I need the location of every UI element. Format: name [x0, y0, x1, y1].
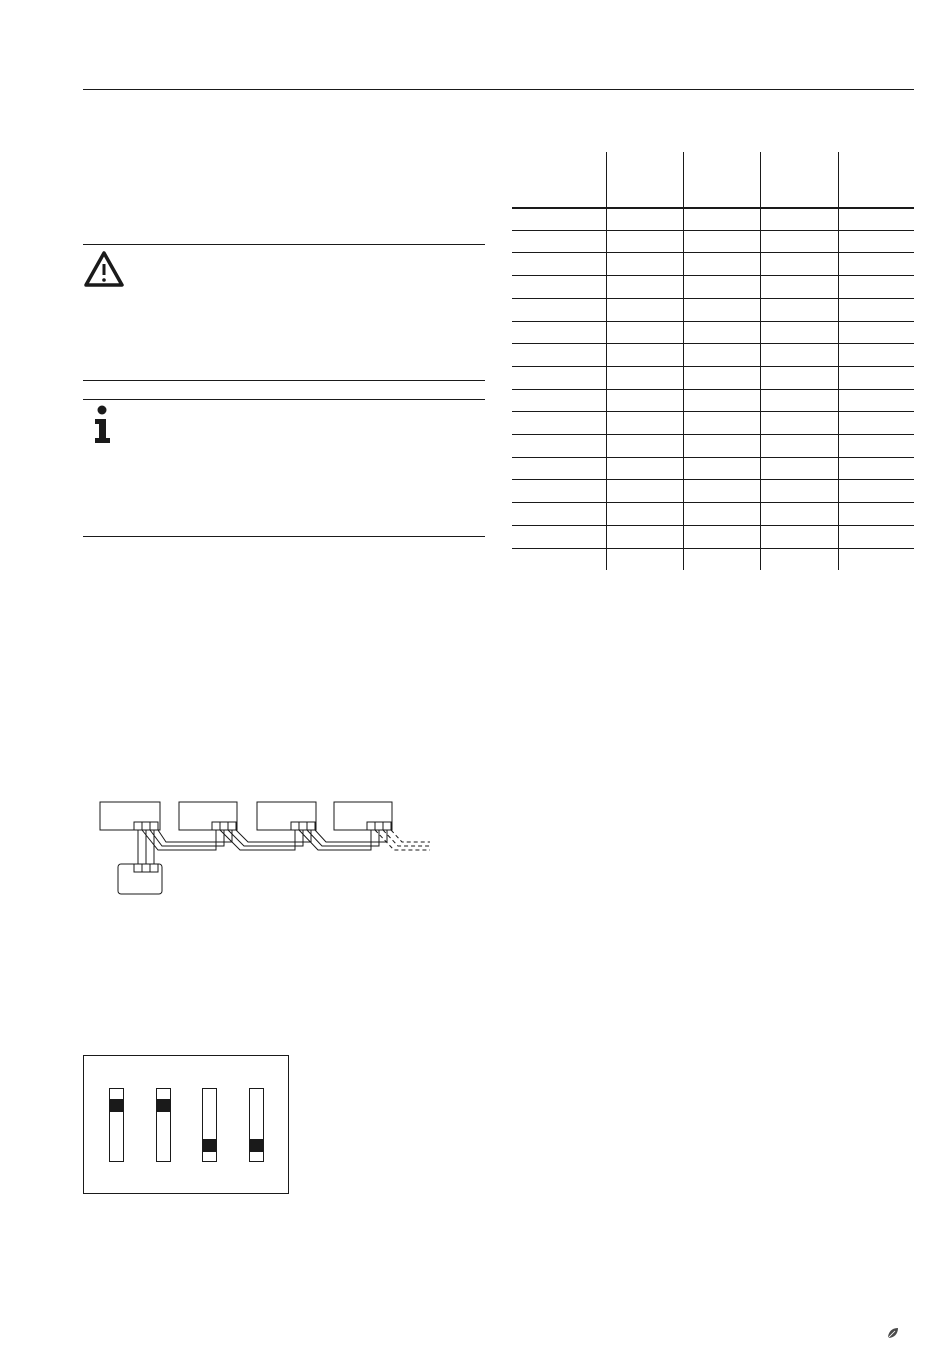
dip-switch-knob	[156, 1099, 171, 1112]
table-column-rule	[838, 152, 839, 570]
warning-bottom-rule	[83, 380, 485, 381]
header-rule	[83, 89, 914, 90]
dip-switch-3[interactable]	[202, 1088, 217, 1162]
dip-switch-knob	[109, 1099, 124, 1112]
table-header-rule	[512, 207, 914, 209]
table-column-rule	[606, 152, 607, 570]
table-row-rule	[512, 479, 914, 480]
table-row-rule	[512, 525, 914, 526]
table-row-rule	[512, 548, 914, 549]
dip-switch-1[interactable]	[109, 1088, 124, 1162]
leaf-logo-icon	[886, 1326, 900, 1340]
table-row-rule	[512, 321, 914, 322]
data-table	[512, 152, 914, 570]
table-row-rule	[512, 457, 914, 458]
dip-switch-knob	[249, 1139, 264, 1152]
table-column-rule	[760, 152, 761, 570]
wiring-diagram	[98, 800, 438, 900]
table-row-rule	[512, 502, 914, 503]
info-bottom-rule	[83, 536, 485, 537]
table-row-rule	[512, 434, 914, 435]
table-column-rule	[683, 152, 684, 570]
table-row-rule	[512, 275, 914, 276]
dip-switch-2[interactable]	[156, 1088, 171, 1162]
dip-switch-knob	[202, 1139, 217, 1152]
warning-triangle-icon	[83, 250, 125, 288]
unit-box	[100, 802, 160, 830]
table-row-rule	[512, 411, 914, 412]
warning-notice	[83, 244, 485, 382]
table-row-rule	[512, 230, 914, 231]
dip-switch-4[interactable]	[249, 1088, 264, 1162]
info-notice	[83, 399, 485, 539]
controller-box	[118, 864, 162, 894]
table-row-rule	[512, 389, 914, 390]
table-row-rule	[512, 343, 914, 344]
warning-top-rule	[83, 244, 485, 245]
info-top-rule	[83, 399, 485, 400]
table-row-rule	[512, 298, 914, 299]
table-row-rule	[512, 252, 914, 253]
info-icon	[92, 405, 116, 445]
table-row-rule	[512, 366, 914, 367]
